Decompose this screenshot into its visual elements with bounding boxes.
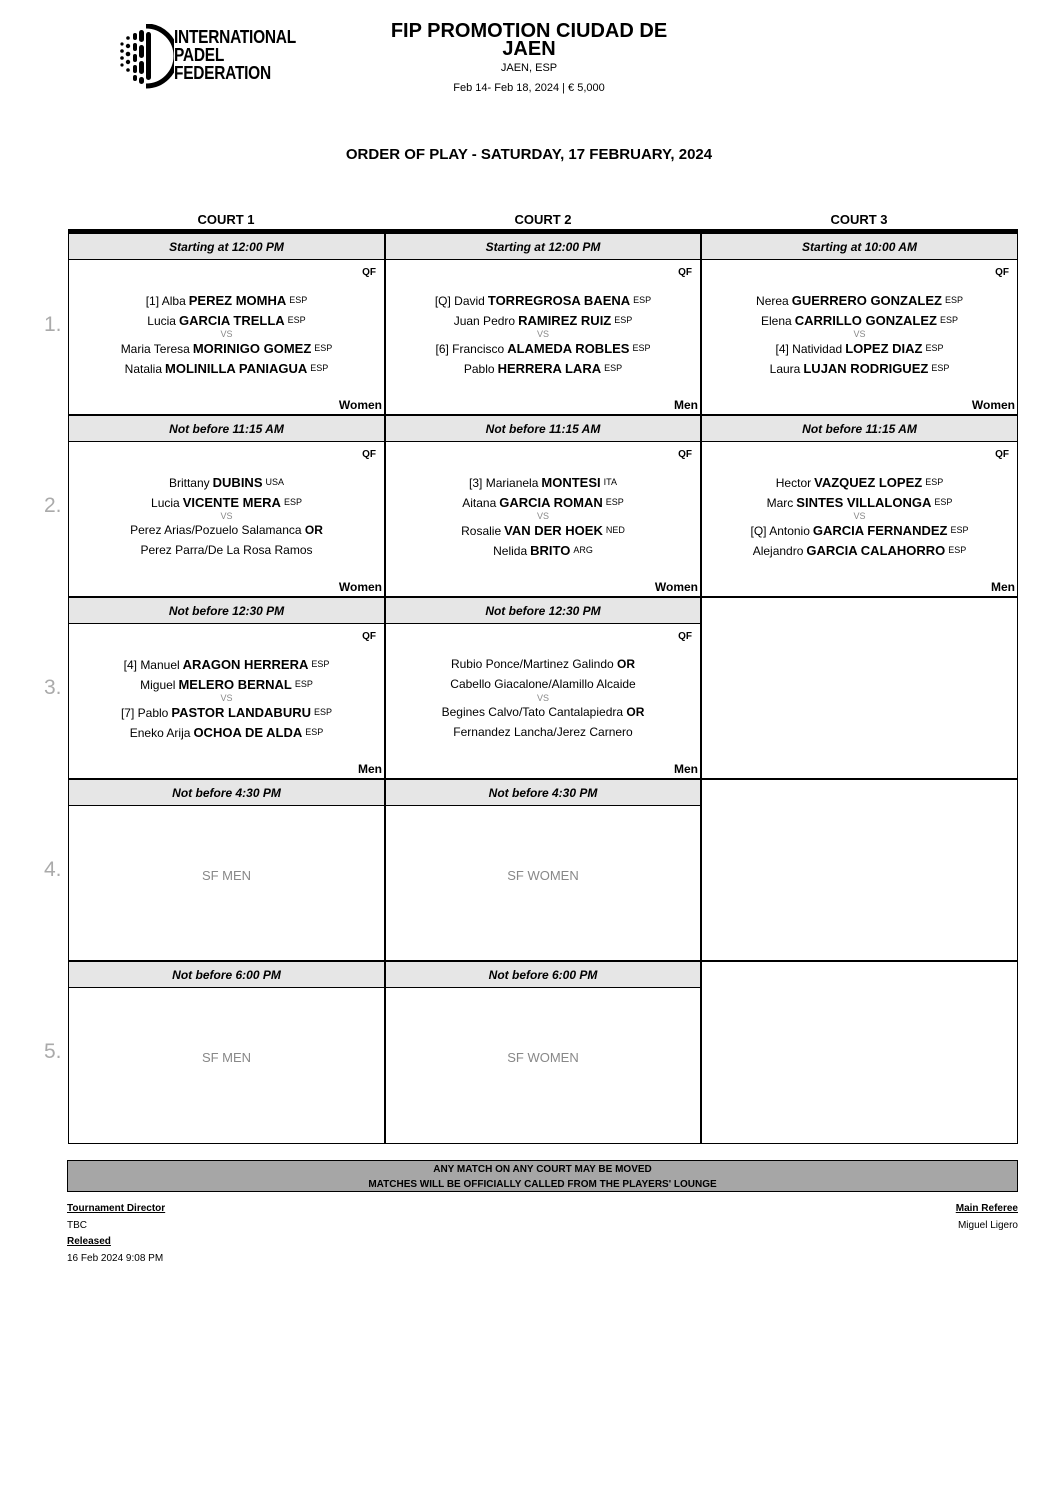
vs-label: VS	[220, 511, 233, 521]
round-label: QF	[362, 631, 376, 642]
player-nationality: ESP	[310, 363, 329, 373]
player-line	[386, 722, 700, 742]
player-line	[702, 472, 1017, 492]
player-first-name: Manuel	[140, 658, 180, 672]
seed: [4]	[775, 342, 789, 356]
player-line	[69, 290, 384, 310]
court-3-header: COURT 3	[830, 212, 888, 227]
match-start-time: Not before 11:15 AM	[385, 415, 701, 442]
player-line	[702, 310, 1017, 330]
player-last-name: MORINIGO GOMEZ	[192, 341, 312, 356]
match-players	[69, 290, 384, 378]
match-start-time: Not before 4:30 PM	[385, 779, 701, 806]
player-nationality: ARG	[573, 545, 593, 555]
player-first-name: Laura	[769, 362, 801, 376]
player-first-name: Francisco	[452, 342, 505, 356]
player-line	[702, 358, 1017, 378]
player-first-name: Marc	[766, 496, 794, 510]
player-line	[702, 540, 1017, 560]
logo-wordmark	[174, 28, 296, 82]
player-nationality: ESP	[287, 315, 306, 325]
notice-line-1: ANY MATCH ON ANY COURT MAY BE MOVED	[433, 1164, 652, 1175]
logo-line-1: INTERNATIONAL	[174, 27, 296, 47]
event-gender: Men	[674, 398, 698, 412]
event-gender: Men	[358, 762, 382, 776]
player-nationality: ESP	[605, 497, 624, 507]
match-players	[69, 472, 384, 560]
match-players	[386, 472, 700, 560]
or-label: OR	[626, 705, 645, 719]
or-label: OR	[304, 523, 323, 537]
vs-label: VS	[853, 329, 866, 339]
empty-slot	[701, 961, 1018, 1144]
match-cell	[68, 623, 385, 779]
player-last-name: TORREGROSA BAENA	[487, 293, 631, 308]
match-start-time: Not before 6:00 PM	[385, 961, 701, 988]
player-line	[386, 358, 700, 378]
player-nationality: ESP	[283, 497, 302, 507]
team-names: Rubio Ponce/Martinez Galindo	[450, 657, 614, 671]
player-last-name: SINTES VILLALONGA	[796, 495, 932, 510]
player-last-name: HERRERA LARA	[497, 361, 602, 376]
player-first-name: Pablo	[463, 362, 495, 376]
player-nationality: ITA	[603, 477, 617, 487]
player-last-name: LUJAN RODRIGUEZ	[803, 361, 929, 376]
match-cell	[68, 259, 385, 415]
player-line	[386, 540, 700, 560]
player-last-name: VAN DER HOEK	[504, 523, 603, 538]
player-line	[69, 492, 384, 512]
match-start-time: Starting at 12:00 PM	[385, 233, 701, 260]
player-first-name: David	[454, 294, 485, 308]
player-last-name: GARCIA ROMAN	[499, 495, 603, 510]
vs-label: VS	[220, 329, 233, 339]
match-cell	[701, 441, 1018, 597]
notice-banner	[67, 1160, 1018, 1192]
player-line	[702, 520, 1017, 540]
player-first-name: Miguel	[140, 678, 176, 692]
match-cell	[68, 805, 385, 961]
player-line	[702, 290, 1017, 310]
player-first-name: Maria Teresa	[120, 342, 190, 356]
player-line	[69, 540, 384, 560]
match-players	[69, 654, 384, 742]
vs-label: VS	[536, 511, 549, 521]
player-nationality: ESP	[294, 679, 313, 689]
round-label: QF	[678, 631, 692, 642]
notice-line-2: MATCHES WILL BE OFFICIALLY CALLED FROM THE PLAYERS' LOUNGE	[368, 1179, 717, 1190]
player-last-name: RAMIREZ RUIZ	[518, 313, 612, 328]
match-start-time: Not before 4:30 PM	[68, 779, 385, 806]
player-line	[386, 654, 700, 674]
court-2-header: COURT 2	[514, 212, 572, 227]
player-first-name: Aitana	[462, 496, 497, 510]
player-line	[386, 674, 700, 694]
player-first-name: Rosalie	[461, 524, 502, 538]
seed: [3]	[469, 476, 483, 490]
player-last-name: ARAGON HERRERA	[182, 657, 309, 672]
match-start-time: Not before 11:15 AM	[701, 415, 1018, 442]
team-names: Cabello Giacalone/Alamillo Alcaide	[450, 677, 636, 691]
player-nationality: ESP	[939, 315, 958, 325]
round-label: QF	[362, 449, 376, 460]
vs-label: VS	[220, 693, 233, 703]
team-names: Begines Calvo/Tato Cantalapiedra	[441, 705, 624, 719]
player-nationality: USA	[265, 477, 285, 487]
player-first-name: Hector	[775, 476, 812, 490]
player-nationality: ESP	[314, 707, 333, 717]
player-nationality: ESP	[934, 497, 953, 507]
player-last-name: OCHOA DE ALDA	[193, 725, 303, 740]
player-first-name: Lucia	[151, 496, 180, 510]
round-label: QF	[362, 267, 376, 278]
player-nationality: ESP	[948, 545, 967, 555]
round-label: QF	[995, 267, 1009, 278]
match-start-time: Not before 6:00 PM	[68, 961, 385, 988]
match-label: SF MEN	[201, 868, 252, 883]
seed: [7]	[120, 706, 135, 720]
player-line	[386, 492, 700, 512]
player-first-name: Elena	[761, 314, 792, 328]
player-nationality: ESP	[604, 363, 623, 373]
fip-logo-icon	[118, 24, 174, 90]
player-first-name: Juan Pedro	[453, 314, 516, 328]
match-cell	[385, 441, 701, 597]
match-start-time: Starting at 12:00 PM	[68, 233, 385, 260]
seed: [Q]	[434, 294, 451, 308]
event-gender: Men	[674, 762, 698, 776]
event-gender: Men	[991, 580, 1015, 594]
seed: [Q]	[750, 524, 767, 538]
vs-label: VS	[536, 329, 549, 339]
row-number: 3.	[44, 676, 62, 699]
match-start-time: Not before 12:30 PM	[385, 597, 701, 624]
player-nationality: ESP	[314, 343, 333, 353]
logo-line-2: PADEL	[174, 45, 225, 65]
player-first-name: Alejandro	[752, 544, 804, 558]
match-start-time: Not before 12:30 PM	[68, 597, 385, 624]
player-first-name: Lucia	[147, 314, 176, 328]
court-1-header: COURT 1	[197, 212, 255, 227]
match-players	[386, 654, 700, 742]
match-start-time: Starting at 10:00 AM	[701, 233, 1018, 260]
fip-logo	[118, 24, 296, 90]
player-nationality: ESP	[950, 525, 969, 535]
match-cell	[68, 987, 385, 1144]
player-nationality: ESP	[633, 295, 652, 305]
match-cell	[385, 987, 701, 1144]
released-label: Released	[67, 1236, 111, 1247]
match-cell	[385, 623, 701, 779]
player-line	[386, 338, 700, 358]
round-label: QF	[678, 267, 692, 278]
player-nationality: ESP	[931, 363, 950, 373]
match-cell	[68, 441, 385, 597]
player-nationality: ESP	[925, 343, 944, 353]
team-names: Fernandez Lancha/Jerez Carnero	[453, 725, 633, 739]
player-line	[69, 358, 384, 378]
player-last-name: CARRILLO GONZALEZ	[794, 313, 937, 328]
player-last-name: MELERO BERNAL	[178, 677, 292, 692]
player-last-name: VICENTE MERA	[182, 495, 281, 510]
event-gender: Women	[338, 580, 382, 594]
seed: [1]	[145, 294, 160, 308]
match-cell	[701, 259, 1018, 415]
seed: [4]	[123, 658, 137, 672]
team-names: Perez Arias/Pozuelo Salamanca	[130, 523, 302, 537]
row-number: 5.	[44, 1040, 62, 1063]
player-first-name: Alba	[161, 294, 186, 308]
player-line	[386, 520, 700, 540]
director-label: Tournament Director	[67, 1203, 166, 1214]
match-label: SF MEN	[201, 1050, 252, 1065]
round-label: QF	[995, 449, 1009, 460]
player-nationality: ESP	[925, 477, 944, 487]
player-line	[69, 702, 384, 722]
player-last-name: MONTESI	[541, 475, 601, 490]
match-players	[702, 290, 1017, 378]
player-line	[69, 472, 384, 492]
player-first-name: Natividad	[792, 342, 843, 356]
player-first-name: Nelida	[493, 544, 528, 558]
player-line	[386, 310, 700, 330]
player-last-name: PASTOR LANDABURU	[171, 705, 311, 720]
player-line	[69, 654, 384, 674]
row-number: 1.	[44, 313, 62, 336]
player-last-name: MOLINILLA PANIAGUA	[165, 361, 308, 376]
player-nationality: ESP	[614, 315, 633, 325]
referee-label: Main Referee	[955, 1203, 1018, 1214]
player-line	[386, 290, 700, 310]
player-first-name: Natalia	[124, 362, 163, 376]
player-line	[69, 674, 384, 694]
match-players	[386, 290, 700, 378]
player-nationality: ESP	[289, 295, 308, 305]
tournament-title: FIP PROMOTION CIUDAD DE JAEN	[390, 20, 668, 60]
row-number: 4.	[44, 858, 62, 881]
vs-label: VS	[536, 693, 549, 703]
player-line	[69, 338, 384, 358]
player-last-name: GUERRERO GONZALEZ	[791, 293, 942, 308]
match-players	[702, 472, 1017, 560]
player-first-name: Eneko Arija	[129, 726, 191, 740]
player-last-name: DUBINS	[212, 475, 263, 490]
vs-label: VS	[853, 511, 866, 521]
player-nationality: NED	[605, 525, 625, 535]
player-last-name: PEREZ MOMHA	[188, 293, 287, 308]
player-nationality: ESP	[632, 343, 651, 353]
tournament-dates-prize: Feb 14- Feb 18, 2024 | € 5,000	[453, 82, 605, 94]
player-line	[702, 338, 1017, 358]
round-label: QF	[678, 449, 692, 460]
event-gender: Women	[654, 580, 698, 594]
player-line	[69, 520, 384, 540]
player-first-name: Marianela	[485, 476, 539, 490]
event-gender: Women	[971, 398, 1015, 412]
empty-slot	[701, 779, 1018, 961]
row-number: 2.	[44, 494, 62, 517]
player-line	[702, 492, 1017, 512]
seed: [6]	[435, 342, 449, 356]
player-last-name: BRITO	[530, 543, 571, 558]
order-of-play-grid	[68, 233, 1018, 1142]
match-cell	[385, 259, 701, 415]
team-names: Perez Parra/De La Rosa Ramos	[140, 543, 313, 557]
player-first-name: Antonio	[769, 524, 810, 538]
player-line	[386, 702, 700, 722]
match-label: SF WOMEN	[507, 868, 579, 883]
player-first-name: Pablo	[137, 706, 169, 720]
player-line	[69, 310, 384, 330]
player-nationality: ESP	[305, 727, 324, 737]
player-nationality: ESP	[944, 295, 963, 305]
released-value: 16 Feb 2024 9:08 PM	[67, 1253, 164, 1264]
player-line	[69, 722, 384, 742]
logo-line-3: FEDERATION	[174, 63, 271, 83]
player-last-name: VAZQUEZ LOPEZ	[814, 475, 923, 490]
player-first-name: Brittany	[168, 476, 210, 490]
match-cell	[385, 805, 701, 961]
empty-slot	[701, 597, 1018, 779]
player-line	[386, 472, 700, 492]
referee-value: Miguel Ligero	[957, 1220, 1018, 1231]
player-last-name: GARCIA FERNANDEZ	[812, 523, 948, 538]
order-of-play-title: ORDER OF PLAY - SATURDAY, 17 FEBRUARY, 2024	[345, 146, 713, 163]
match-label: SF WOMEN	[507, 1050, 579, 1065]
match-start-time: Not before 11:15 AM	[68, 415, 385, 442]
player-last-name: ALAMEDA ROBLES	[507, 341, 630, 356]
event-gender: Women	[338, 398, 382, 412]
or-label: OR	[617, 657, 636, 671]
player-last-name: LOPEZ DIAZ	[845, 341, 923, 356]
player-nationality: ESP	[311, 659, 330, 669]
director-value: TBC	[67, 1220, 87, 1231]
player-first-name: Nerea	[756, 294, 789, 308]
tournament-location: JAEN, ESP	[500, 62, 558, 74]
player-last-name: GARCIA TRELLA	[178, 313, 285, 328]
player-last-name: GARCIA CALAHORRO	[806, 543, 946, 558]
